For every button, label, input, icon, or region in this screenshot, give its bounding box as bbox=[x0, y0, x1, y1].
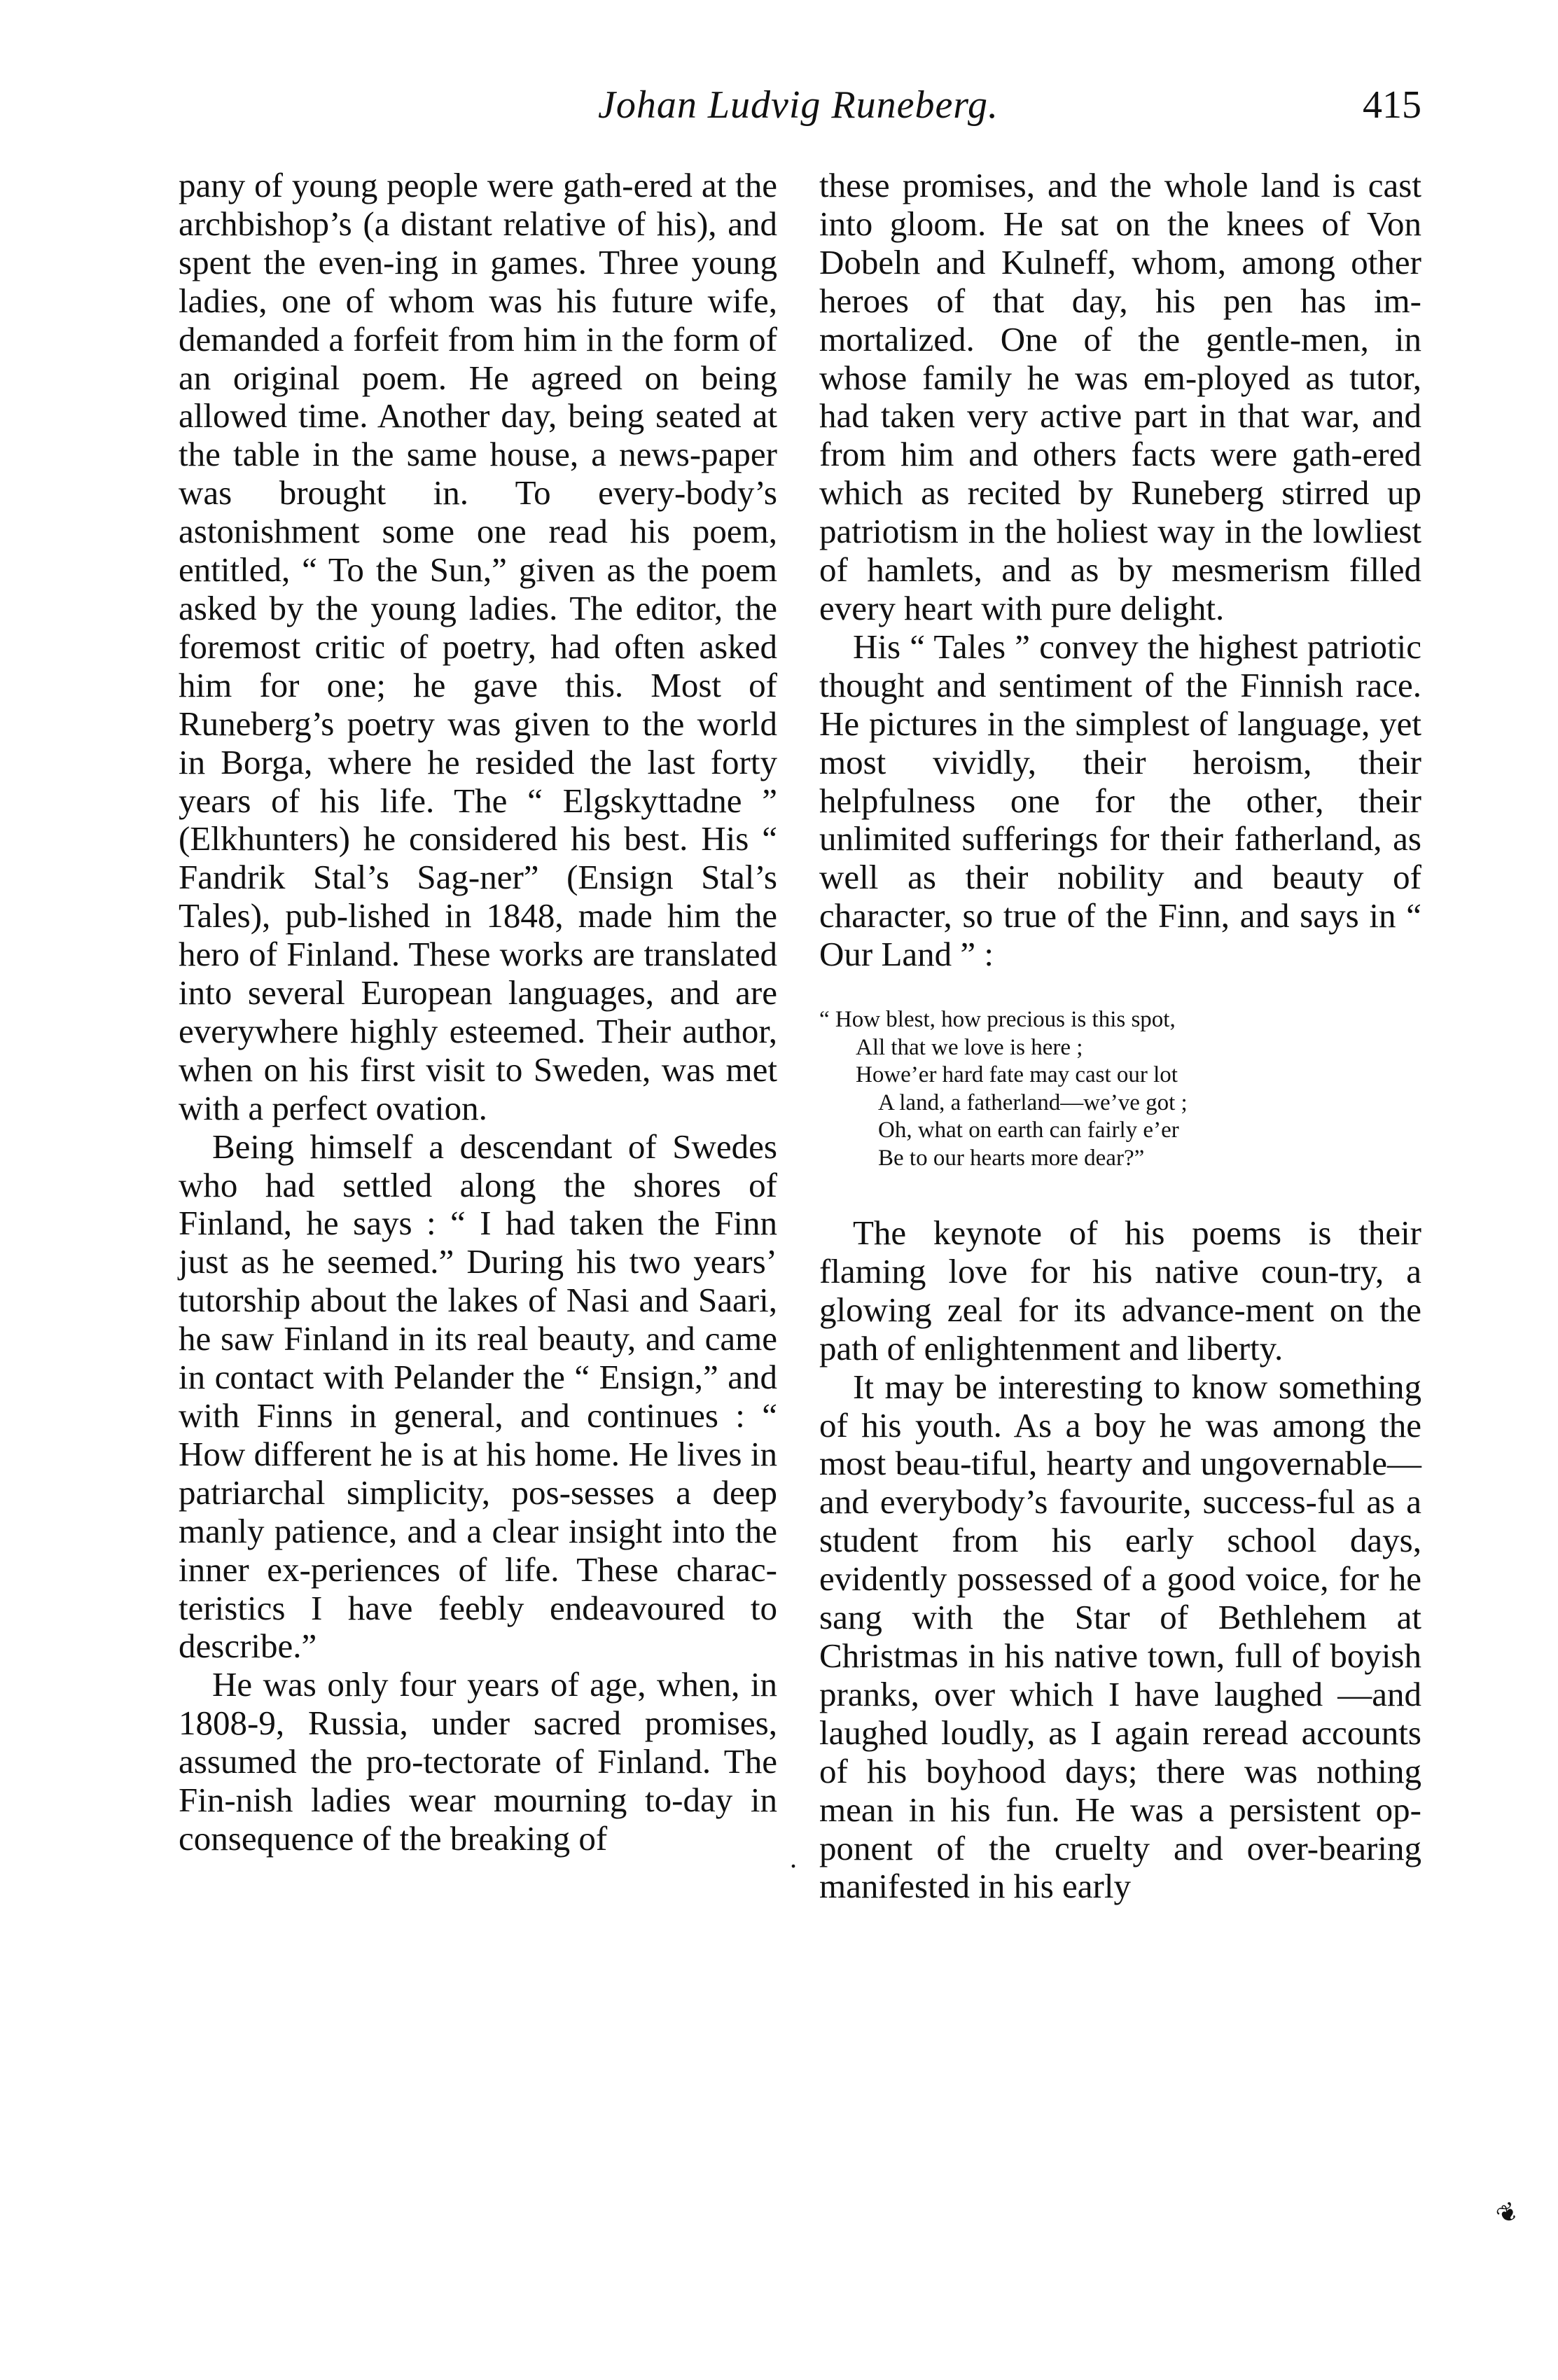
verse-line: Howe’er hard fate may cast our lot bbox=[856, 1062, 1178, 1088]
right-column bbox=[819, 167, 1421, 1906]
running-title: Johan Ludvig Runeberg. bbox=[597, 83, 999, 127]
paragraph: It may be interesting to know something of his youth. As a boy he was among the most beau-tiful, hearty and ungovernable— and everybody’s favourite, success-ful as a student from his early school days, evidently possessed of a good voice, for he sang with the Star of Bethlehem at Christmas in his native town, full of boyish pranks, over which I have laughed —and laughed loudly, as I again reread accounts of his boyhood days; there was nothing mean in his fun. He was a persistent op-ponent of the cruelty and over-bearing manifested in his early bbox=[819, 1367, 1421, 1906]
verse-line: Oh, what on earth can fairly e’er bbox=[878, 1118, 1179, 1143]
stray-print-mark: . bbox=[790, 1842, 797, 1874]
paragraph: His “ Tales ” convey the highest patriotic thought and sentiment of the Finnish race. He pictures in the simplest of language, yet most vividly, their heroism, their helpfulness one for the other, their unlimited sufferings for their fatherland, as well as their nobility and beauty of character, so true of the Finn, and says in “ Our Land ” : bbox=[819, 627, 1421, 974]
verse-line: All that we love is here ; bbox=[856, 1034, 1083, 1060]
verse-line: “ How blest, how precious is this spot, bbox=[819, 1007, 1176, 1033]
paragraph: He was only four years of age, when, in 1808-9, Russia, under sacred promises, assumed the pro-tectorate of Finland. The Fin-nish ladies wear mourning to-day in consequence of the breaking of bbox=[179, 1665, 777, 1858]
paragraph: these promises, and the whole land is cast into gloom. He sat on the knees of Von Dobeln and Kulneff, whom, among other heroes of that day, his pen has im-mortalized. One of the gentle-men, in whose family he was em-ployed as tutor, had taken very active part in that war, and from him and others facts were gath-ered which as recited by Runeberg stirred up patriotism in the holiest way in the lowliest of hamlets, and as by mesmerism filled every heart with pure delight. bbox=[819, 166, 1421, 627]
left-column bbox=[179, 167, 777, 1858]
verse-line: Be to our hearts more dear?” bbox=[878, 1145, 1145, 1171]
page-header bbox=[175, 83, 1421, 139]
verse-line: A land, a fatherland—we’ve got ; bbox=[878, 1090, 1188, 1115]
paragraph: The keynote of his poems is their flaming love for his native coun-try, a glowing zeal for its advance-ment on the path of enlightenment and liberty. bbox=[819, 1213, 1421, 1368]
page-corner-ornament-icon: ❦ bbox=[1491, 2196, 1524, 2231]
page-number: 415 bbox=[1363, 83, 1421, 127]
paragraph: pany of young people were gath-ered at the archbishop’s (a distant relative of his), and spent the even-ing in games. Three young ladies, one of whom was his future wife, demanded a forfeit from him in the form of an original poem. He agreed on being allowed time. Another day, being seated at the table in the same house, a news-paper was brought in. To every-body’s astonishment some one read his poem, entitled, “ To the Sun,” given as the poem asked by the young ladies. The editor, the foremost critic of poetry, had often asked him for one; he gave this. Most of Runeberg’s poetry was given to the world in Borga, where he resided the last forty years of his life. The “ Elgskyttadne ” (Elkhunters) he considered his best. His “ Fandrik Stal’s Sag-ner” (Ensign Stal’s Tales), pub-lished in 1848, made him the hero of Finland. These works are translated into several European languages, and are everywhere highly esteemed. Their author, when on his first visit to Sweden, was met with a perfect ovation. bbox=[179, 166, 777, 1127]
paragraph: Being himself a descendant of Swedes who had settled along the shores of Finland, he says : “ I had taken the Finn just as he seemed.” During his two years’ tutorship about the lakes of Nasi and Saari, he saw Finland in its real beauty, and came in contact with Pelander the “ Ensign,” and with Finns in general, and continues : “ How different he is at his home. He lives in patriarchal simplicity, pos-sesses a deep manly patience, and a clear insight into the inner ex-periences of life. These charac-teristics I have feebly endeavoured to describe.” bbox=[179, 1127, 777, 1666]
verse-quotation bbox=[819, 1006, 1421, 1172]
